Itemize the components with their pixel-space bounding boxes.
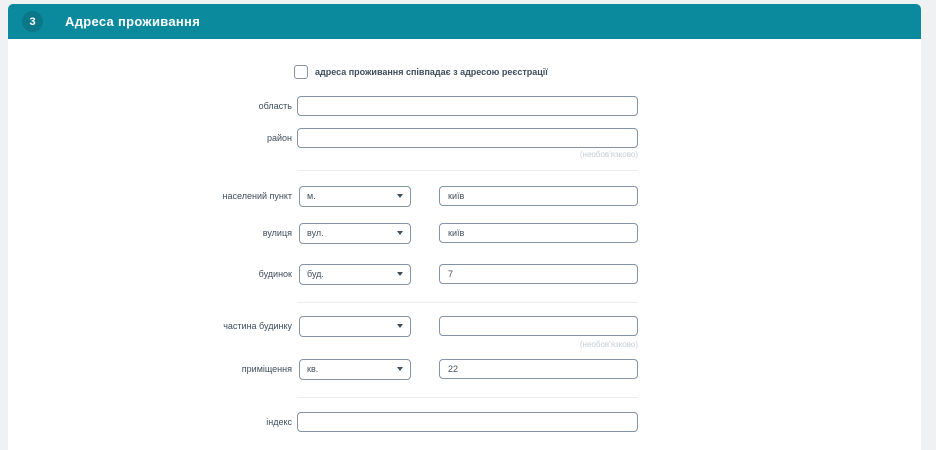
- same-address-checkbox-label[interactable]: адреса проживання співпадає з адресою реєстрації: [315, 67, 548, 77]
- building-part-type-select[interactable]: [299, 316, 411, 337]
- oblast-input[interactable]: [297, 96, 638, 116]
- street-type-select[interactable]: [299, 223, 411, 244]
- premises-type-value: кв.: [307, 364, 319, 374]
- oblast-label: область: [258, 101, 292, 111]
- field-row-street: [0, 222, 936, 244]
- building-type-value: буд.: [307, 269, 324, 279]
- building-part-input[interactable]: [439, 316, 638, 336]
- building-part-optional-note: (необов'язково): [579, 340, 638, 349]
- field-row-premises: [0, 358, 936, 380]
- field-row-building-part: [0, 315, 936, 337]
- premises-input[interactable]: [439, 359, 638, 379]
- field-row-raion: [0, 127, 936, 149]
- divider: [297, 170, 638, 171]
- settlement-type-value: м.: [307, 191, 316, 201]
- section-header: [8, 4, 921, 39]
- raion-optional-note: (необов'язково): [579, 150, 638, 159]
- chevron-down-icon: [397, 194, 403, 198]
- chevron-down-icon: [397, 367, 403, 371]
- settlement-input[interactable]: [439, 186, 638, 206]
- same-address-checkbox[interactable]: [294, 65, 308, 79]
- divider: [297, 397, 638, 398]
- building-input[interactable]: [439, 264, 638, 284]
- raion-input[interactable]: [297, 128, 638, 148]
- building-label: будинок: [258, 269, 292, 279]
- same-address-row: [294, 64, 548, 80]
- step-number-badge: [22, 11, 43, 32]
- settlement-type-select[interactable]: [299, 186, 411, 207]
- building-part-label: частина будинку: [223, 321, 292, 331]
- chevron-down-icon: [397, 231, 403, 235]
- field-row-oblast: [0, 95, 936, 117]
- section-title: Адреса проживання: [65, 14, 201, 29]
- postal-code-label: індекс: [266, 417, 292, 427]
- field-row-postal-code: [0, 411, 936, 433]
- chevron-down-icon: [397, 272, 403, 276]
- divider: [297, 302, 638, 303]
- street-label: вулиця: [262, 228, 292, 238]
- chevron-down-icon: [397, 324, 403, 328]
- field-row-settlement: [0, 185, 936, 207]
- step-number: 3: [29, 15, 36, 28]
- field-row-building: [0, 263, 936, 285]
- settlement-label: населений пункт: [222, 191, 292, 201]
- premises-type-select[interactable]: [299, 359, 411, 380]
- premises-label: приміщення: [241, 364, 292, 374]
- street-input[interactable]: [439, 223, 638, 243]
- building-type-select[interactable]: [299, 264, 411, 285]
- street-type-value: вул.: [307, 228, 324, 238]
- postal-code-input[interactable]: [297, 412, 638, 432]
- raion-label: район: [266, 133, 292, 143]
